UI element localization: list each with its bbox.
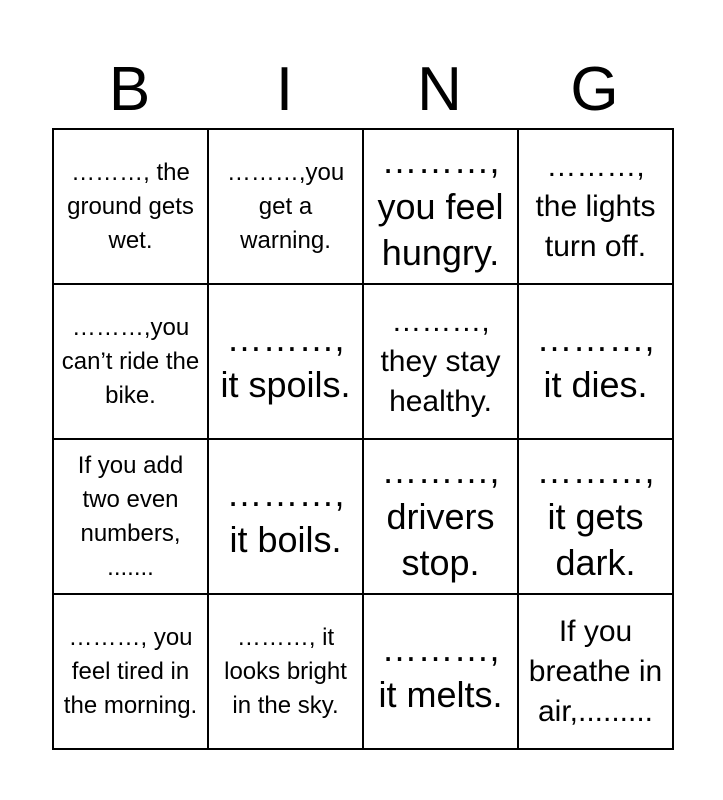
bingo-cell[interactable]: ………,you can’t ride the bike. xyxy=(53,284,208,439)
bingo-cell[interactable]: ………, you feel hungry. xyxy=(363,129,518,284)
header-letter-n: N xyxy=(417,55,462,124)
bingo-cell[interactable]: ………,you get a warning. xyxy=(208,129,363,284)
bingo-cell[interactable]: If you add two even numbers, ....... xyxy=(53,439,208,594)
bingo-card xyxy=(52,128,674,750)
header-letter-g: G xyxy=(570,55,619,124)
bingo-cell[interactable]: ………, they stay healthy. xyxy=(363,284,518,439)
bingo-cell[interactable]: ………, it boils. xyxy=(208,439,363,594)
bingo-row xyxy=(53,439,673,594)
bingo-cell[interactable]: ………, it dies. xyxy=(518,284,673,439)
bingo-cell[interactable]: ………, the lights turn off. xyxy=(518,129,673,284)
bingo-cell[interactable]: If you breathe in air,......... xyxy=(518,594,673,749)
header-letter-i: I xyxy=(275,55,294,124)
header-letter-b: B xyxy=(108,55,151,124)
bingo-cell[interactable]: ………, it spoils. xyxy=(208,284,363,439)
bingo-cell[interactable]: ………, it gets dark. xyxy=(518,439,673,594)
bingo-header xyxy=(52,52,672,128)
bingo-row xyxy=(53,129,673,284)
bingo-cell[interactable]: ………, it melts. xyxy=(363,594,518,749)
bingo-cell[interactable]: ………, drivers stop. xyxy=(363,439,518,594)
bingo-cell[interactable]: ………, you feel tired in the morning. xyxy=(53,594,208,749)
bingo-row xyxy=(53,594,673,749)
bingo-row xyxy=(53,284,673,439)
bingo-cell[interactable]: ………, the ground gets wet. xyxy=(53,129,208,284)
bingo-cell[interactable]: ………, it looks bright in the sky. xyxy=(208,594,363,749)
